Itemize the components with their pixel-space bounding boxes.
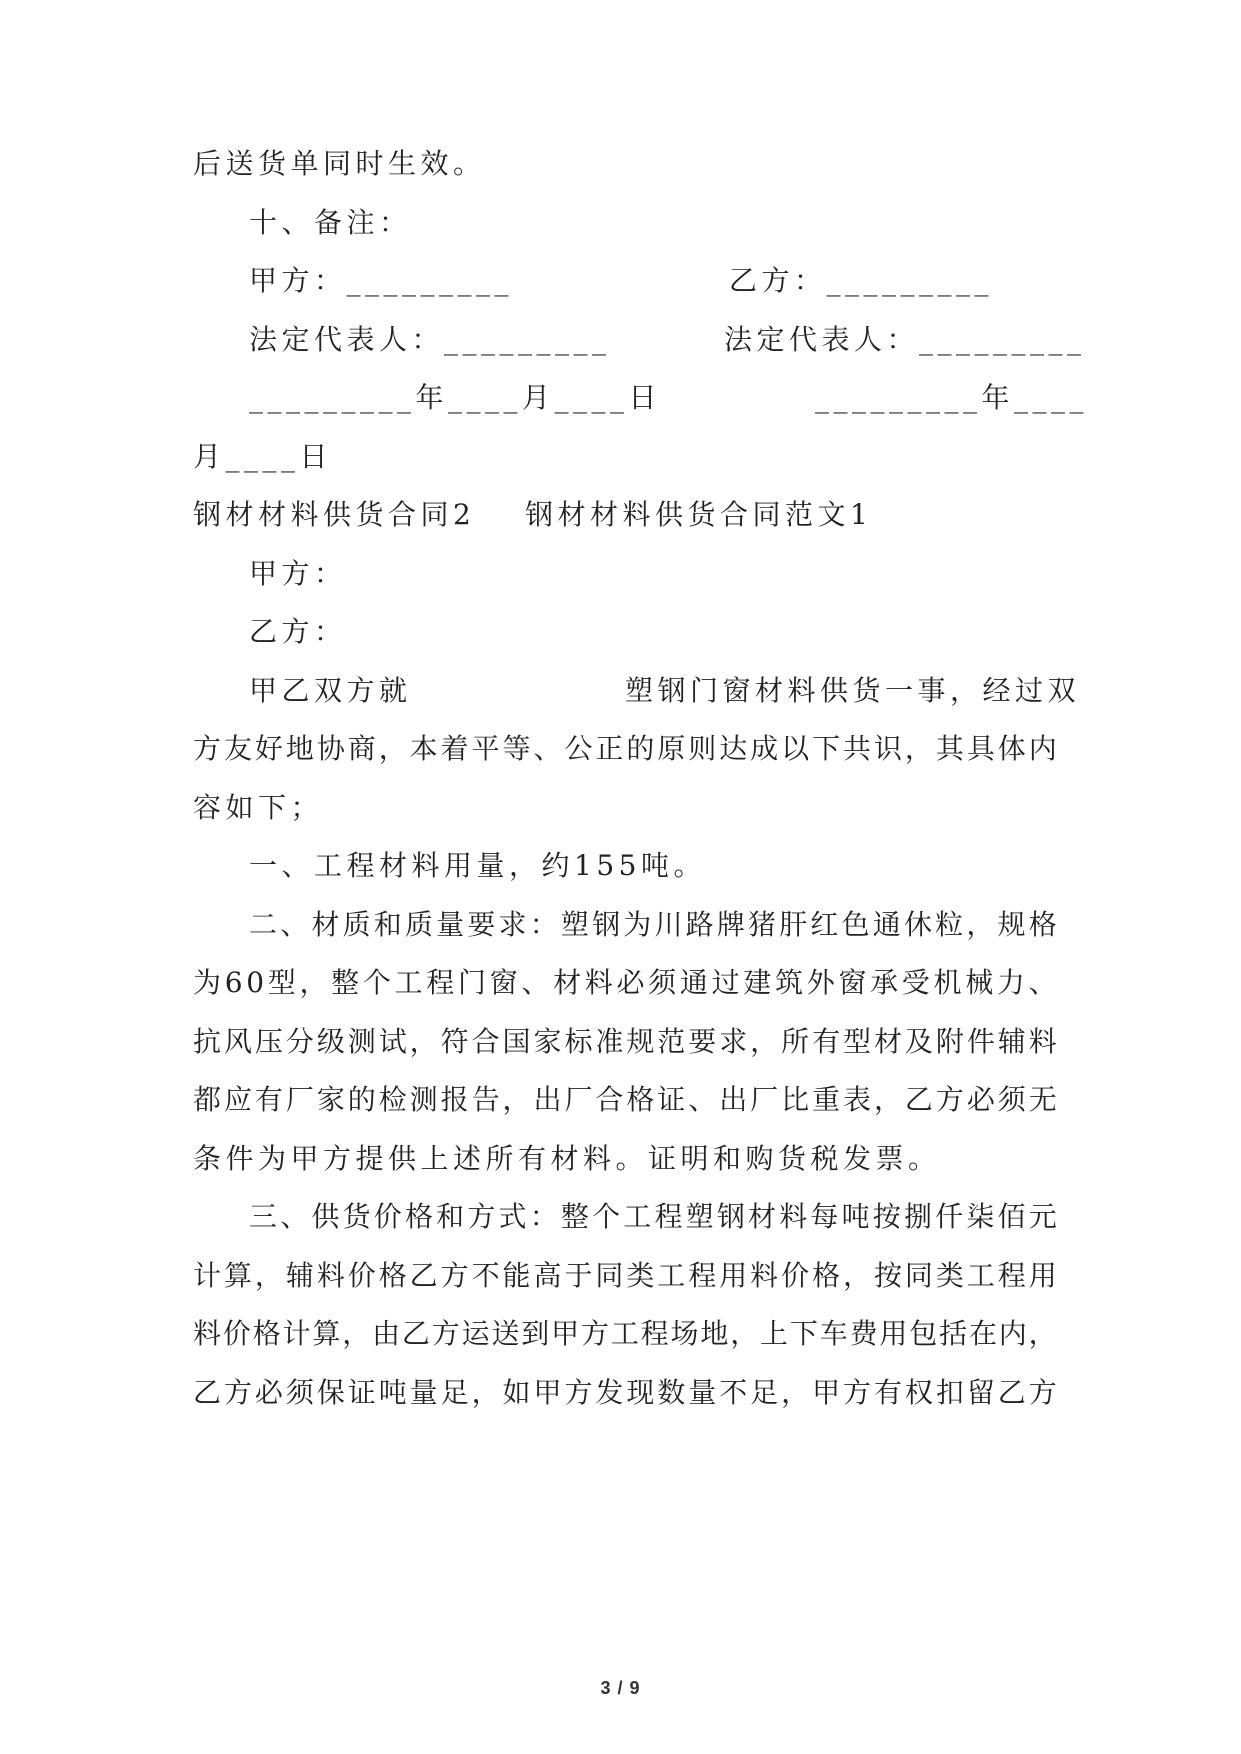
glyph: 标: [564, 1025, 593, 1058]
glyph: 厂: [564, 1083, 593, 1116]
glyph: 用: [1028, 1259, 1057, 1292]
glyph: 要: [688, 1025, 717, 1058]
glyph: 内: [1028, 732, 1057, 765]
glyph: 钢: [716, 1200, 745, 1233]
glyph: 捌: [903, 1200, 932, 1233]
glyph: 其: [935, 732, 964, 765]
glyph: 方: [431, 1317, 460, 1350]
glyph: 械: [965, 966, 994, 999]
glyph: 达: [719, 732, 748, 765]
glyph: 、: [280, 1200, 309, 1233]
clause-2-line: [249, 907, 1057, 943]
glyph: 须: [997, 1083, 1026, 1116]
glyph: 具: [966, 732, 995, 765]
glyph: ，: [730, 1317, 759, 1350]
party-b-date: _________年____: [815, 381, 1089, 414]
glyph: 告: [471, 1083, 500, 1116]
clause-2-line: [193, 1024, 1057, 1060]
glyph: 量: [409, 1376, 438, 1409]
glyph: 价: [373, 1200, 402, 1233]
glyph: 抗: [193, 1025, 222, 1058]
glyph: 数: [657, 1376, 686, 1409]
glyph: 证: [347, 1376, 376, 1409]
glyph: 必: [616, 966, 645, 999]
party-a-label: 甲方：: [249, 557, 347, 590]
glyph: 下: [812, 732, 841, 765]
document-subtitle: 钢材材料供货合同范文1: [525, 498, 873, 531]
clause-1: 一、工程材料用量，约155吨。: [249, 849, 706, 882]
glyph: 能: [502, 1259, 531, 1292]
glyph: 正: [595, 732, 624, 765]
glyph: 程: [640, 1317, 669, 1350]
glyph: 足: [750, 1376, 779, 1409]
glyph: 程: [426, 966, 455, 999]
glyph: 材: [553, 966, 582, 999]
glyph: 比: [781, 1083, 810, 1116]
glyph: 6: [224, 966, 243, 999]
glyph: 格: [1028, 908, 1057, 941]
glyph: 佰: [997, 1200, 1026, 1233]
glyph: 、: [280, 908, 309, 941]
glyph: 仟: [935, 1200, 964, 1233]
glyph: 不: [471, 1259, 500, 1292]
text-line: 月____日: [193, 440, 333, 473]
glyph: 着: [440, 732, 469, 765]
glyph: 无: [1028, 1083, 1057, 1116]
glyph: 车: [819, 1317, 848, 1350]
glyph: 证: [657, 1083, 686, 1116]
glyph: 工: [966, 1259, 995, 1292]
glyph: 工: [623, 1200, 652, 1233]
glyph: 足: [440, 1376, 469, 1409]
glyph: 合: [471, 1025, 500, 1058]
glyph: 费: [849, 1317, 878, 1350]
glyph: 型: [843, 1025, 872, 1058]
glyph: 程: [688, 1259, 717, 1292]
glyph: 价: [347, 1259, 376, 1292]
glyph: 都: [193, 1083, 222, 1116]
text-line: 塑钢门窗材料供货一事，经过双: [625, 674, 1081, 707]
glyph: 本: [409, 732, 438, 765]
glyph: 体: [997, 732, 1026, 765]
glyph: ，: [409, 1025, 438, 1058]
glyph: 方: [1028, 1376, 1057, 1409]
glyph: 商: [347, 732, 376, 765]
clause-2-line: [193, 965, 1057, 1001]
glyph: 发: [595, 1376, 624, 1409]
glyph: 类: [626, 1259, 655, 1292]
glyph: 类: [935, 1259, 964, 1292]
text-line: 后送货单同时生效。: [193, 147, 486, 180]
glyph: 为: [193, 966, 222, 999]
glyph: ，: [904, 732, 933, 765]
glyph: 件: [966, 1025, 995, 1058]
glyph: 料: [584, 966, 613, 999]
glyph: 外: [806, 966, 835, 999]
glyph: 出: [719, 1083, 748, 1116]
glyph: 价: [222, 1317, 251, 1350]
glyph: 格: [252, 1317, 281, 1350]
glyph: 乙: [193, 1376, 222, 1409]
glyph: 质: [404, 908, 433, 941]
glyph: 到: [521, 1317, 550, 1350]
glyph: 受: [901, 966, 930, 999]
glyph: 塑: [560, 908, 589, 941]
glyph: 等: [502, 732, 531, 765]
glyph: 0: [246, 966, 265, 999]
glyph: 保: [316, 1376, 345, 1409]
glyph: 甲: [812, 1376, 841, 1409]
glyph: 测: [409, 1083, 438, 1116]
glyph: 方: [467, 1200, 496, 1233]
glyph: 质: [342, 908, 371, 941]
glyph: 格: [626, 1083, 655, 1116]
glyph: 、: [1028, 966, 1057, 999]
glyph: 检: [378, 1083, 407, 1116]
glyph: 必: [966, 1083, 995, 1116]
glyph: 工: [657, 1259, 686, 1292]
glyph: 家: [316, 1083, 345, 1116]
glyph: 厂: [750, 1083, 779, 1116]
glyph: 按: [873, 1259, 902, 1292]
glyph: 牌: [716, 908, 745, 941]
glyph: 整: [560, 1200, 589, 1233]
glyph: 料: [779, 1200, 808, 1233]
glyph: 方: [935, 1083, 964, 1116]
glyph: 每: [810, 1200, 839, 1233]
glyph: 吨: [841, 1200, 870, 1233]
glyph: 识: [873, 732, 902, 765]
glyph: 共: [843, 732, 872, 765]
glyph: ，: [873, 1083, 902, 1116]
clause-3-line: [193, 1375, 1057, 1411]
glyph: ，: [471, 1376, 500, 1409]
glyph: 场: [670, 1317, 699, 1350]
glyph: 、: [533, 732, 562, 765]
glyph: 以: [781, 732, 810, 765]
glyph: 上: [760, 1317, 789, 1350]
document-title: 钢材材料供货合同2: [193, 498, 476, 531]
paragraph-line: [193, 731, 1057, 767]
glyph: 辅: [997, 1025, 1026, 1058]
glyph: 按: [872, 1200, 901, 1233]
glyph: 格: [404, 1200, 433, 1233]
glyph: 通: [872, 908, 901, 941]
glyph: 吨: [378, 1376, 407, 1409]
glyph: 计: [282, 1317, 311, 1350]
glyph: 规: [626, 1025, 655, 1058]
glyph: 准: [595, 1025, 624, 1058]
text-line: 容如下；: [193, 791, 324, 824]
glyph: 如: [502, 1376, 531, 1409]
glyph: 机: [933, 966, 962, 999]
glyph: 有: [812, 1025, 841, 1058]
glyph: ，: [378, 732, 407, 765]
glyph: 风: [223, 1025, 252, 1058]
glyph: ，: [1028, 1317, 1057, 1350]
party-b-representative: 法定代表人：_________: [724, 323, 1086, 356]
glyph: 乙: [409, 1259, 438, 1292]
glyph: 下: [789, 1317, 818, 1350]
glyph: 所: [781, 1025, 810, 1058]
glyph: 料: [193, 1317, 222, 1350]
party-a-date: _________年____月____日: [249, 381, 662, 414]
glyph: ，: [843, 1259, 872, 1292]
glyph: 三: [249, 1200, 278, 1233]
glyph: ，: [750, 1025, 779, 1058]
glyph: 于: [564, 1259, 593, 1292]
glyph: 红: [810, 908, 839, 941]
glyph: 试: [378, 1025, 407, 1058]
page-number: 3 / 9: [600, 1678, 641, 1698]
glyph: 程: [997, 1259, 1026, 1292]
glyph: 同: [904, 1259, 933, 1292]
glyph: 二: [249, 908, 278, 941]
clause-2-line: 条件为甲方提供上述所有材料。证明和购货税发票。: [193, 1142, 941, 1175]
glyph: 过: [711, 966, 740, 999]
glyph: ，: [781, 1376, 810, 1409]
glyph: 供: [311, 1200, 340, 1233]
glyph: 方: [223, 1376, 252, 1409]
glyph: 计: [193, 1259, 222, 1292]
glyph: 方: [843, 1376, 872, 1409]
glyph: 符: [440, 1025, 469, 1058]
text-line: 甲乙双方就: [249, 674, 412, 707]
glyph: 好: [254, 732, 283, 765]
glyph: 求: [498, 908, 527, 941]
glyph: 的: [626, 732, 655, 765]
glyph: 出: [533, 1083, 562, 1116]
glyph: 柒: [966, 1200, 995, 1233]
glyph: 料: [316, 1259, 345, 1292]
glyph: ，: [254, 1259, 283, 1292]
glyph: 价: [781, 1259, 810, 1292]
party-a-representative: 法定代表人：_________: [249, 323, 611, 356]
glyph: 工: [394, 966, 423, 999]
glyph: 同: [595, 1259, 624, 1292]
glyph: 有: [873, 1376, 902, 1409]
glyph: 成: [750, 732, 779, 765]
glyph: 原: [657, 732, 686, 765]
glyph: 料: [750, 1259, 779, 1292]
glyph: 力: [996, 966, 1025, 999]
glyph: 平: [471, 732, 500, 765]
glyph: 整: [331, 966, 360, 999]
glyph: 合: [595, 1083, 624, 1116]
clause-2-line: [193, 1082, 1057, 1118]
glyph: 猪: [748, 908, 777, 941]
glyph: 应: [223, 1083, 252, 1116]
glyph: 括: [939, 1317, 968, 1350]
glyph: 、: [688, 1083, 717, 1116]
clause-3-line: [193, 1316, 1057, 1352]
glyph: 格: [812, 1259, 841, 1292]
glyph: 方: [440, 1259, 469, 1292]
glyph: 包: [909, 1317, 938, 1350]
glyph: 休: [903, 908, 932, 941]
glyph: 地: [285, 732, 314, 765]
glyph: 求: [719, 1025, 748, 1058]
party-b-signature: 乙方：_________: [729, 264, 994, 297]
glyph: 甲: [551, 1317, 580, 1350]
glyph: 通: [679, 966, 708, 999]
glyph: 分: [285, 1025, 314, 1058]
glyph: 压: [254, 1025, 283, 1058]
glyph: 测: [347, 1025, 376, 1058]
glyph: 乙: [997, 1376, 1026, 1409]
glyph: 和: [436, 1200, 465, 1233]
glyph: 用: [719, 1259, 748, 1292]
glyph: 留: [966, 1376, 995, 1409]
glyph: 的: [347, 1083, 376, 1116]
glyph: 送: [491, 1317, 520, 1350]
glyph: 为: [623, 908, 652, 941]
glyph: 货: [342, 1200, 371, 1233]
glyph: 友: [223, 732, 252, 765]
glyph: 地: [700, 1317, 729, 1350]
glyph: 建: [743, 966, 772, 999]
glyph: 材: [873, 1025, 902, 1058]
glyph: 则: [688, 732, 717, 765]
glyph: 粒: [935, 908, 964, 941]
glyph: 运: [461, 1317, 490, 1350]
glyph: 承: [870, 966, 899, 999]
glyph: ，: [342, 1317, 371, 1350]
glyph: 肝: [779, 908, 808, 941]
glyph: 用: [879, 1317, 908, 1350]
glyph: 色: [841, 908, 870, 941]
glyph: ：: [529, 908, 558, 941]
glyph: 协: [316, 732, 345, 765]
glyph: 家: [533, 1025, 562, 1058]
glyph: 量: [688, 1376, 717, 1409]
glyph: 格: [378, 1259, 407, 1292]
glyph: 扣: [935, 1376, 964, 1409]
glyph: 乙: [904, 1083, 933, 1116]
glyph: ：: [529, 1200, 558, 1233]
glyph: ，: [502, 1083, 531, 1116]
glyph: 厂: [285, 1083, 314, 1116]
glyph: 不: [719, 1376, 748, 1409]
glyph: 程: [654, 1200, 683, 1233]
glyph: 材: [748, 1200, 777, 1233]
glyph: 钢: [592, 908, 621, 941]
glyph: 现: [626, 1376, 655, 1409]
glyph: ，: [966, 908, 995, 941]
glyph: 量: [436, 908, 465, 941]
glyph: 附: [935, 1025, 964, 1058]
glyph: 级: [316, 1025, 345, 1058]
glyph: 方: [564, 1376, 593, 1409]
glyph: 筑: [774, 966, 803, 999]
glyph: 报: [440, 1083, 469, 1116]
glyph: 及: [904, 1025, 933, 1058]
clause-3-line: [193, 1258, 1057, 1294]
glyph: 型: [267, 966, 296, 999]
glyph: 工: [610, 1317, 639, 1350]
glyph: 个: [592, 1200, 621, 1233]
glyph: 、: [521, 966, 550, 999]
glyph: 方: [580, 1317, 609, 1350]
glyph: 辅: [285, 1259, 314, 1292]
clause-3-line: [249, 1199, 1057, 1235]
glyph: 公: [564, 732, 593, 765]
glyph: 和: [373, 908, 402, 941]
glyph: 范: [657, 1025, 686, 1058]
glyph: 国: [502, 1025, 531, 1058]
glyph: 料: [1028, 1025, 1057, 1058]
glyph: 式: [498, 1200, 527, 1233]
glyph: 要: [467, 908, 496, 941]
glyph: 权: [904, 1376, 933, 1409]
glyph: 窗: [489, 966, 518, 999]
glyph: 材: [311, 908, 340, 941]
glyph: 乙: [401, 1317, 430, 1350]
glyph: 高: [533, 1259, 562, 1292]
glyph: 个: [362, 966, 391, 999]
section-heading: 十、备注：: [249, 206, 412, 239]
glyph: 川: [654, 908, 683, 941]
party-a-signature: 甲方：_________: [249, 264, 514, 297]
glyph: 必: [254, 1376, 283, 1409]
glyph: 规: [997, 908, 1026, 941]
glyph: 甲: [533, 1376, 562, 1409]
glyph: 路: [685, 908, 714, 941]
glyph: 窗: [838, 966, 867, 999]
glyph: 门: [457, 966, 486, 999]
glyph: 须: [285, 1376, 314, 1409]
party-b-label: 乙方：: [249, 615, 347, 648]
glyph: 元: [1028, 1200, 1057, 1233]
glyph: 塑: [685, 1200, 714, 1233]
glyph: 须: [648, 966, 677, 999]
glyph: 算: [223, 1259, 252, 1292]
glyph: 表: [843, 1083, 872, 1116]
glyph: 内: [998, 1317, 1027, 1350]
glyph: 由: [372, 1317, 401, 1350]
glyph: 在: [968, 1317, 997, 1350]
glyph: ，: [299, 966, 328, 999]
glyph: 算: [312, 1317, 341, 1350]
glyph: 重: [812, 1083, 841, 1116]
glyph: 方: [193, 732, 222, 765]
glyph: 有: [254, 1083, 283, 1116]
